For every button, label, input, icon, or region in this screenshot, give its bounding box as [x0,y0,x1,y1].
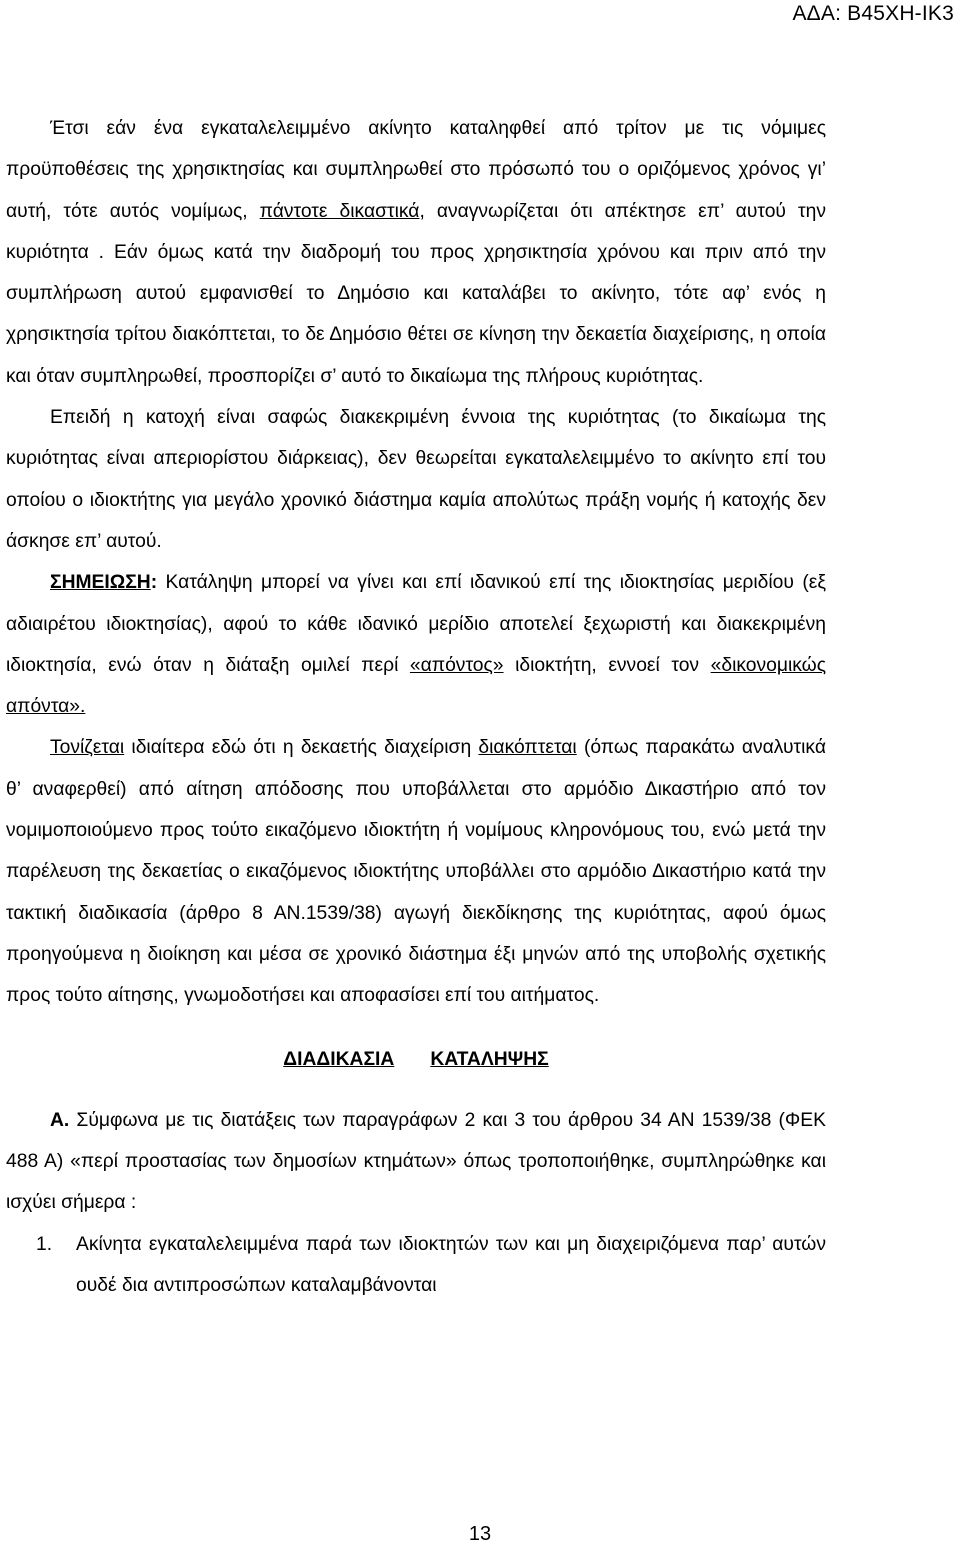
note-underlined-absent: «απόντος» [409,654,504,676]
note-label: ΣΗΜΕΙΩΣΗ [50,572,151,594]
paragraph-4 [6,727,826,1016]
list-item-text: Ακίνητα εγκαταλελειμμένα παρά των ιδιοκτητών των και μη διαχειριζόμενα παρ’ αυτών ουδέ δια αντιπροσώπων καταλαμβάνονται [76,1233,826,1297]
heading-word-2: ΚΑΤΑΛΗΨΗΣ [430,1048,549,1070]
paragraph-4-text-d: (όπως παρακάτω αναλυτικά θ’ αναφερθεί) από αίτηση απόδοσης που υποβάλλεται στο αρμόδιο Δικαστήριο από τον νομιμοποιούμενο προς τούτο εικαζόμενο ιδιοκτήτη ή νομίμους κληρονόμους του, ενώ μετά την παρέλευση της δεκαετίας ο εικαζόμενος ιδιοκτήτης υποβάλλει στο αρμόδιο Δικαστήριο κατά την τακτική διαδικασία (άρθρο 8 ΑΝ.1539/38) αγωγή διεκδίκησης της κυριότητας, αφού όμως προηγούμενα η διοίκηση και μέσα σε χρονικό διάστημα έξι μηνών από της υποβολής σχετικής προς τούτο αίτησης, γνωμοδοτήσει και αποφασίσει επί του αιτήματος. [6,737,826,1007]
paragraph-4-underlined-c: διακόπτεται [478,737,577,759]
heading-word-1: ΔΙΑΔΙΚΑΣΙΑ [283,1048,395,1070]
paragraph-4-text-b: ιδιαίτερα εδώ ότι η δεκαετής διαχείριση [124,737,479,759]
section-a-text: Σύμφωνα με τις διατάξεις των παραγράφων 2 και 3 του άρθρου 34 ΑΝ 1539/38 (ΦΕΚ 488 Α) «περί προστασίας των δημοσίων κτημάτων» όπως τροποποιήθηκε, συμπληρώθηκε και ισχύει σήμερα : [6,1109,826,1214]
ada-code: ΑΔΑ: Β45ΧΗ-ΙΚ3 [792,2,954,25]
note-text-c: ιδιοκτήτη, εννοεί τον [503,654,711,676]
note-colon: : [150,572,158,594]
section-a-label: Α. [50,1109,70,1131]
paragraph-1 [6,108,826,397]
paragraph-1-text-c: , αναγνωρίζεται ότι απέκτησε επ’ αυτού την κυριότητα . Εάν όμως κατά την διαδρομή του προς χρησικτησία χρόνου και πριν από την συμπλήρωση αυτού εμφανισθεί το Δημόσιο και καταλάβει το ακίνητο, τότε αφ’ ενός η χρησικτησία τρίτου διακόπτεται, το δε Δημόσιο θέτει σε κίνηση την δεκαετία διαχείρισης, η οποία και όταν συμπληρωθεί, προσπορίζει σ’ αυτό το δικαίωμα της πλήρους κυριότητας. [6,200,826,387]
list-item [6,1224,826,1307]
paragraph-1-text-a: Έτσι εάν ένα εγκαταλελειμμένο ακίνητο καταληφθεί από τρίτον με τις νόμιμες προϋποθέσεις της χρησικτησίας και συμπληρωθεί στο πρόσωπό του ο οριζόμενος χρόνος γι’ αυτή, τότε αυτός νομίμως, [6,118,826,222]
paragraph-note [6,562,826,727]
section-heading [6,1017,826,1100]
page-number: 13 [468,1523,492,1545]
paragraph-4-underlined-a: Τονίζεται [50,737,125,759]
list-item-number: 1. [36,1233,53,1255]
note-underlined-procedural: «δικονομικώς απόντα». [6,654,826,718]
paragraph-1-underlined: πάντοτε δικαστικά [259,200,420,222]
document-body [6,108,826,1306]
note-text-a: Κατάληψη μπορεί να γίνει και επί ιδανικού επί της ιδιοκτησίας μεριδίου (εξ αδιαιρέτου ιδιοκτησίας), αφού το κάθε ιδανικό μερίδιο αποτελεί ξεχωριστή και διακεκριμένη ιδιοκτησία, ενώ όταν η διάταξη ομιλεί περί [6,572,826,676]
section-a [6,1100,826,1224]
paragraph-2: Επειδή η κατοχή είναι σαφώς διακεκριμένη έννοια της κυριότητας (το δικαίωμα της κυριότητας είναι απεριορίστου διάρκειας), δεν θεωρείται εγκαταλελειμμένο το ακίνητο επί του οποίου ο ιδιοκτήτης για μεγάλο χρονικό διάστημα καμία απολύτως πράξη νομής ή κατοχής δεν άσκησε επ’ αυτού. [6,407,826,552]
